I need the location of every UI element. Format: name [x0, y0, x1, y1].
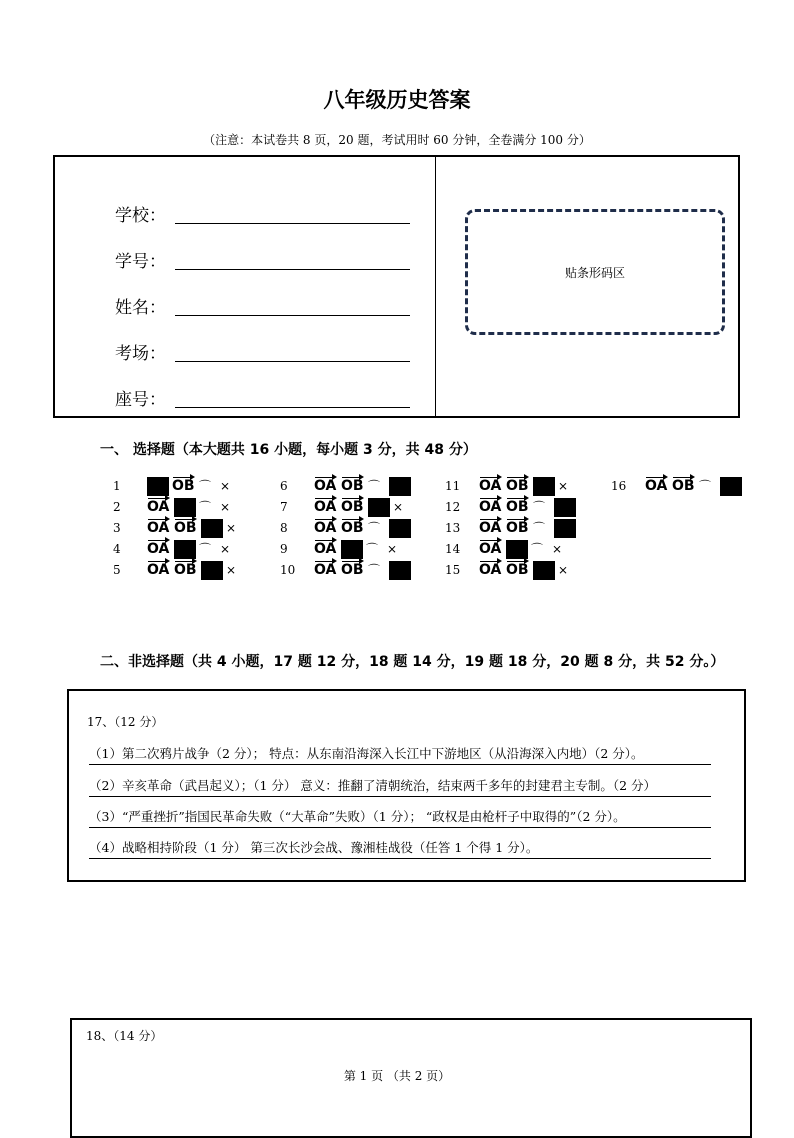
info-divider [435, 157, 436, 418]
page-title: 八年级历史答案 [323, 88, 471, 112]
choice-question [445, 497, 579, 517]
option-d[interactable]: ⨯ [220, 499, 231, 514]
option-a[interactable]: OA [147, 561, 170, 578]
option-b[interactable]: OB [506, 519, 529, 536]
option-b-filled[interactable] [174, 498, 196, 517]
barcode-area [465, 209, 725, 335]
option-b[interactable]: OB [172, 477, 195, 494]
option-b[interactable]: OB [341, 519, 364, 536]
option-b[interactable]: OB [341, 561, 364, 578]
option-b[interactable]: OB [506, 498, 529, 515]
option-c[interactable]: ⌒ [199, 541, 212, 556]
option-b[interactable]: OB [341, 477, 364, 494]
option-d-filled[interactable] [389, 561, 411, 580]
choice-question [280, 497, 414, 517]
option-b[interactable]: OB [341, 498, 364, 515]
option-d[interactable]: ⨯ [393, 499, 404, 514]
option-a[interactable]: OA [147, 498, 170, 515]
seat-label: 座号： [115, 390, 166, 410]
q17-line-2: （2）辛亥革命（武昌起义）；（1 分） 意义：推翻了清朝统治，结束两千多年的封建君主专制。（2 分） [89, 776, 711, 797]
option-c[interactable]: ⌒ [533, 520, 546, 535]
option-a-filled[interactable] [147, 477, 169, 496]
option-c[interactable]: ⌒ [366, 541, 379, 556]
question-number: 11 [445, 479, 461, 493]
choice-question [280, 560, 414, 580]
q17-line-1: （1）第二次鸦片战争（2 分）； 特点：从东南沿海深入长江中下游地区（从沿海深入内地）（2 分）。 [89, 744, 711, 765]
option-a[interactable]: OA [147, 519, 170, 536]
option-a[interactable]: OA [314, 540, 337, 557]
q17-line-4: （4）战略相持阶段（1 分） 第三次长沙会战、豫湘桂战役（任答 1 个得 1 分）。 [89, 838, 711, 859]
option-d-filled[interactable] [554, 519, 576, 538]
question-number: 12 [445, 500, 461, 514]
question-number: 10 [280, 563, 296, 577]
option-d[interactable]: ⨯ [552, 541, 563, 556]
option-c-filled[interactable] [533, 477, 555, 496]
option-a[interactable]: OA [479, 561, 502, 578]
q18-title: 18、（14 分） [86, 1029, 163, 1043]
option-c[interactable]: ⌒ [531, 541, 544, 556]
school-field[interactable] [175, 223, 410, 224]
student-info-box [53, 155, 740, 418]
option-a[interactable]: OA [314, 561, 337, 578]
option-c-filled[interactable] [201, 561, 223, 580]
option-c[interactable]: ⌒ [699, 478, 712, 493]
option-c[interactable]: ⌒ [533, 499, 546, 514]
option-d[interactable]: ⨯ [558, 562, 569, 577]
choice-question [113, 497, 241, 517]
option-d[interactable]: ⨯ [226, 520, 237, 535]
choice-question [113, 518, 247, 538]
option-c-filled[interactable] [533, 561, 555, 580]
option-a[interactable]: OA [479, 540, 502, 557]
question-number: 15 [445, 563, 461, 577]
choice-question [113, 539, 241, 559]
barcode-label: 贴条形码区 [564, 266, 625, 280]
exam-room-label: 考场： [115, 344, 166, 364]
question-number: 8 [280, 521, 288, 535]
question-number: 13 [445, 521, 461, 535]
choice-question [445, 518, 579, 538]
question-number: 4 [113, 542, 121, 556]
q17-title: 17、（12 分） [87, 715, 164, 729]
option-b-filled[interactable] [174, 540, 196, 559]
choice-question [280, 539, 408, 559]
option-d[interactable]: ⨯ [220, 478, 231, 493]
option-d[interactable]: ⨯ [220, 541, 231, 556]
option-a[interactable]: OA [147, 540, 170, 557]
choice-question [445, 476, 579, 496]
seat-field[interactable] [175, 407, 410, 408]
choice-question [445, 560, 579, 580]
option-c[interactable]: ⌒ [199, 499, 212, 514]
student-id-label: 学号： [115, 252, 166, 272]
option-b[interactable]: OB [174, 561, 197, 578]
name-label: 姓名： [115, 298, 166, 318]
choice-question [280, 476, 414, 496]
option-c[interactable]: ⌒ [199, 478, 212, 493]
section2-heading: 二、非选择题（共 4 小题，17 题 12 分，18 题 14 分，19 题 18 分，20 题 8 分，共 52 分。） [100, 654, 725, 670]
choice-question [280, 518, 414, 538]
option-c-filled[interactable] [201, 519, 223, 538]
option-b[interactable]: OB [174, 519, 197, 536]
choice-question [113, 560, 247, 580]
option-d-filled[interactable] [389, 519, 411, 538]
exam-room-field[interactable] [175, 361, 410, 362]
question-number: 5 [113, 563, 121, 577]
choice-question [445, 539, 573, 559]
section1-heading: 一、 选择题（本大题共 16 小题，每小题 3 分，共 48 分） [100, 442, 477, 458]
option-c[interactable]: ⌒ [368, 520, 381, 535]
option-d[interactable]: ⨯ [226, 562, 237, 577]
option-b-filled[interactable] [506, 540, 528, 559]
option-d-filled[interactable] [389, 477, 411, 496]
option-c[interactable]: ⌒ [368, 478, 381, 493]
option-d-filled[interactable] [720, 477, 742, 496]
question-number: 7 [280, 500, 288, 514]
q17-answer-box [67, 689, 746, 882]
school-label: 学校： [115, 206, 166, 226]
choice-question [113, 476, 241, 496]
option-b[interactable]: OB [506, 477, 529, 494]
student-id-field[interactable] [175, 269, 410, 270]
choice-question [611, 476, 745, 496]
option-a[interactable]: OA [314, 477, 337, 494]
option-a[interactable]: OA [479, 477, 502, 494]
name-field[interactable] [175, 315, 410, 316]
option-a[interactable]: OA [479, 498, 502, 515]
option-b[interactable]: OB [672, 477, 695, 494]
option-b[interactable]: OB [506, 561, 529, 578]
option-a[interactable]: OA [645, 477, 668, 494]
option-d-filled[interactable] [554, 498, 576, 517]
option-b-filled[interactable] [341, 540, 363, 559]
option-d[interactable]: ⨯ [387, 541, 398, 556]
question-number: 6 [280, 479, 288, 493]
option-a[interactable]: OA [314, 519, 337, 536]
question-number: 9 [280, 542, 288, 556]
option-a[interactable]: OA [479, 519, 502, 536]
option-d[interactable]: ⨯ [558, 478, 569, 493]
page-footer: 第 1 页 （共 2 页） [343, 1069, 451, 1083]
question-number: 1 [113, 479, 121, 493]
option-c[interactable]: ⌒ [368, 562, 381, 577]
question-number: 14 [445, 542, 461, 556]
question-number: 3 [113, 521, 121, 535]
q17-line-3: （3）“严重挫折”指国民革命失败（“大革命”失败）（1 分）； “政权是由枪杆子中取得的”（2 分）。 [89, 807, 711, 828]
option-a[interactable]: OA [314, 498, 337, 515]
question-number: 2 [113, 500, 121, 514]
question-number: 16 [611, 479, 627, 493]
option-c-filled[interactable] [368, 498, 390, 517]
exam-note: （注意：本试卷共 8 页，20 题，考试用时 60 分钟，全卷满分 100 分） [203, 133, 591, 147]
